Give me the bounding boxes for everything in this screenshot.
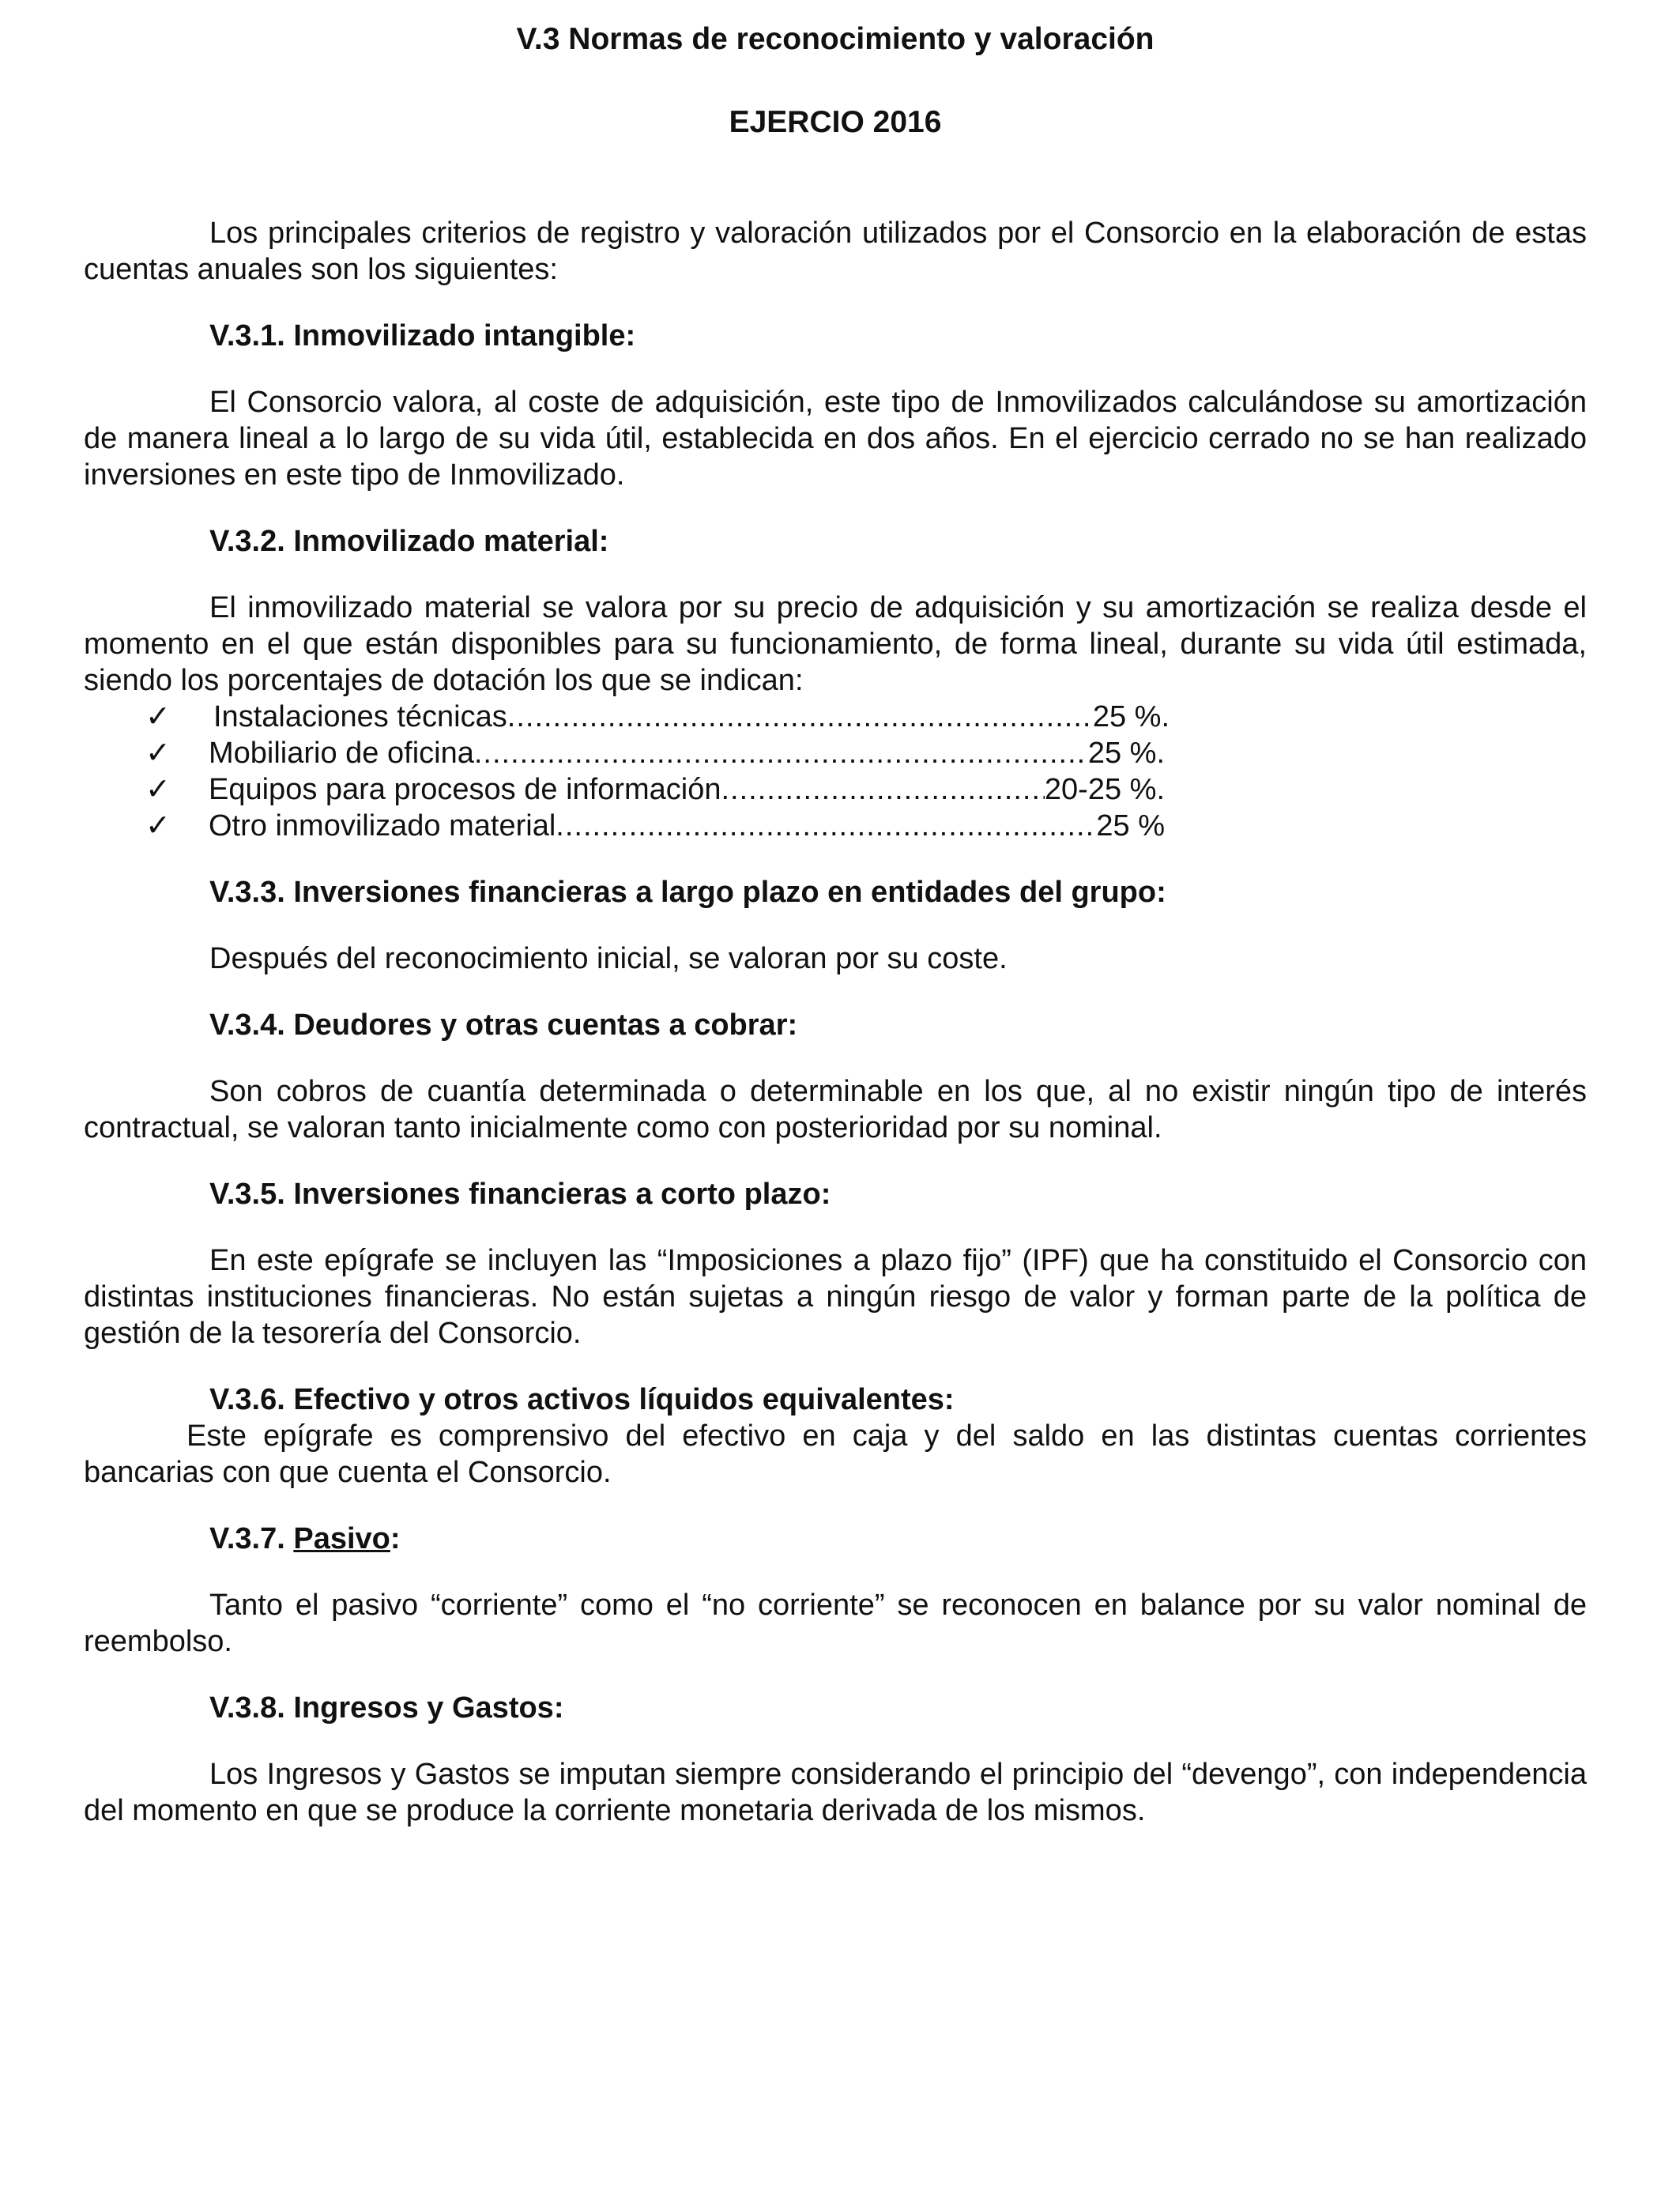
section-text-long-term-investments: Después del reconocimiento inicial, se valoran por su coste. <box>209 942 1008 975</box>
dot-leader <box>721 771 1045 808</box>
dot-leader <box>507 699 1093 735</box>
section-text-material: El inmovilizado material se valora por su precio de adquisición y su amortización se realiza desde el momento en el que están disponibles para su funcionamiento, de forma lineal, durante su vida útil estimada, siendo los porcentajes de dotación los que se indican: <box>84 591 1587 697</box>
section-text-short-term-investments: En este epígrafe se incluyen las “Imposiciones a plazo fijo” (IPF) que ha constituido el Consorcio con distintas instituciones financieras. No están sujetas a ningún riesgo de valor y forman parte de la política de gestión de la tesorería del Consorcio. <box>84 1244 1587 1350</box>
dot-leader <box>474 735 1088 771</box>
section-heading-prefix: V.3.7. <box>209 1522 294 1555</box>
section-heading-short-term-investments: V.3.5. Inversiones financieras a corto plazo: <box>209 1178 831 1211</box>
section-heading-intangible: V.3.1. Inmovilizado intangible: <box>209 319 636 352</box>
section-heading-suffix: : <box>390 1522 401 1555</box>
intro-paragraph: Los principales criterios de registro y valoración utilizados por el Consorcio en la elaboración de estas cuentas anuales son los siguientes: <box>84 217 1587 286</box>
section-heading-debtors: V.3.4. Deudores y otras cuentas a cobrar: <box>209 1008 798 1042</box>
section-heading-long-term-investments: V.3.3. Inversiones financieras a largo plazo en entidades del grupo: <box>209 876 1166 909</box>
section-text-liabilities: Tanto el pasivo “corriente” como el “no corriente” se reconocen en balance por su valor nominal de reembolso. <box>84 1589 1587 1658</box>
section-text-intangible: El Consorcio valora, al coste de adquisición, este tipo de Inmovilizados calculándose su amortización de manera lineal a lo largo de su vida útil, establecida en dos años. En el ejercicio cerrado no se han realizado inversiones en este tipo de Inmovilizado. <box>84 386 1587 492</box>
section-heading-liabilities <box>84 1521 1587 1557</box>
section-text-cash: Este epígrafe es comprensivo del efectivo en caja y del saldo en las distintas cuentas corrientes bancarias con que cuenta el Consorcio. <box>84 1419 1587 1489</box>
dot-leader <box>556 808 1096 844</box>
list-item-value: 20-25 %. <box>1044 773 1165 806</box>
section-heading-underlined: Pasivo <box>293 1522 390 1555</box>
list-item-value: 25 % <box>1096 809 1165 843</box>
section-heading-cash: V.3.6. Efectivo y otros activos líquidos equivalentes: <box>209 1383 955 1416</box>
list-item-label: Otro inmovilizado material <box>209 809 556 843</box>
list-item-label: Instalaciones técnicas <box>213 700 507 733</box>
list-item <box>84 735 1587 771</box>
list-item-value: 25 %. <box>1087 737 1165 770</box>
document-subtitle: EJERCIO 2016 <box>729 105 942 139</box>
checkmark-icon: ✓ <box>145 773 171 806</box>
checkmark-icon: ✓ <box>145 737 171 770</box>
depreciation-list <box>84 699 1587 844</box>
list-item <box>84 771 1587 808</box>
section-text-income-expenses: Los Ingresos y Gastos se imputan siempre considerando el principio del “devengo”, con independencia del momento en que se produce la corriente monetaria derivada de los mismos. <box>84 1758 1587 1827</box>
section-heading-material: V.3.2. Inmovilizado material: <box>209 525 609 558</box>
document-title: V.3 Normas de reconocimiento y valoración <box>516 22 1155 56</box>
list-item <box>84 699 1587 735</box>
checkmark-icon: ✓ <box>145 700 171 733</box>
list-item-value: 25 %. <box>1092 700 1170 733</box>
section-text-debtors: Son cobros de cuantía determinada o determinable en los que, al no existir ningún tipo de interés contractual, se valoran tanto inicialmente como con posterioridad por su nominal. <box>84 1075 1587 1144</box>
section-heading-income-expenses: V.3.8. Ingresos y Gastos: <box>209 1691 564 1725</box>
checkmark-icon: ✓ <box>145 809 171 843</box>
list-item-label: Equipos para procesos de información <box>209 773 721 806</box>
list-item-label: Mobiliario de oficina <box>209 737 474 770</box>
document-page <box>84 16 1587 1829</box>
list-item <box>84 808 1587 844</box>
